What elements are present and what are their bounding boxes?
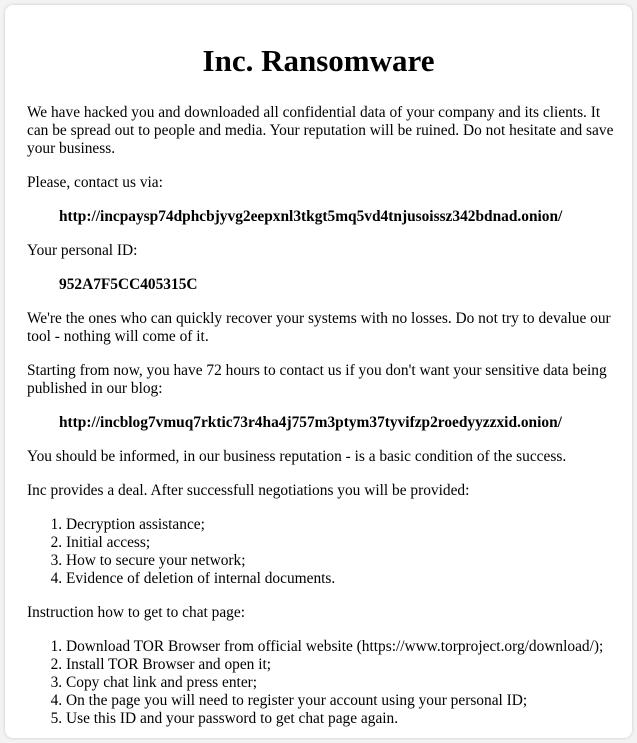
list-item: 2. Install TOR Browser and open it; <box>66 656 632 674</box>
recover-paragraph: We're the ones who can quickly recover your systems with no losses. Do not try to devalue our tool - nothing will come of it. <box>27 310 611 345</box>
personal-id-label: Your personal ID: <box>27 242 138 259</box>
instruction-list <box>27 638 632 728</box>
list-item: 5. Use this ID and your password to get chat page again. <box>66 710 632 728</box>
list-item: 3. Copy chat link and press enter; <box>66 674 632 692</box>
list-item: 1. Download TOR Browser from official website (https://www.torproject.org/download/); <box>66 638 632 656</box>
reputation-paragraph: You should be informed, in our business reputation - is a basic condition of the success. <box>27 448 567 465</box>
deadline-paragraph: Starting from now, you have 72 hours to contact us if you don't want your sensitive data being published in our blog: <box>27 362 607 397</box>
instruction-label: Instruction how to get to chat page: <box>27 604 245 621</box>
deal-paragraph: Inc provides a deal. After successfull negotiations you will be provided: <box>27 482 470 499</box>
contact-url: http://incpaysp74dphcbjyvg2eepxnl3tkgt5mq5vd4tnjusoissz342bdnad.onion/ <box>59 208 563 225</box>
list-item: 3. How to secure your network; <box>66 552 632 570</box>
list-item: 4. On the page you will need to register your account using your personal ID; <box>66 692 632 710</box>
ransom-note-card <box>5 5 632 738</box>
intro-paragraph: We have hacked you and downloaded all confidential data of your company and its clients. It can be spread out to people and media. Your reputation will be ruined. Do not hesitate and save your business. <box>27 104 614 157</box>
list-item: 2. Initial access; <box>66 534 632 552</box>
personal-id-value: 952A7F5CC405315C <box>59 276 198 293</box>
list-item: 4. Evidence of deletion of internal documents. <box>66 570 632 588</box>
page-title: Inc. Ransomware <box>202 43 435 78</box>
deal-list <box>27 516 632 588</box>
list-item: 1. Decryption assistance; <box>66 516 632 534</box>
contact-label: Please, contact us via: <box>27 174 163 191</box>
blog-url: http://incblog7vmuq7rktic73r4ha4j757m3ptym37tyvifzp2roedyyzzxid.onion/ <box>59 414 562 431</box>
